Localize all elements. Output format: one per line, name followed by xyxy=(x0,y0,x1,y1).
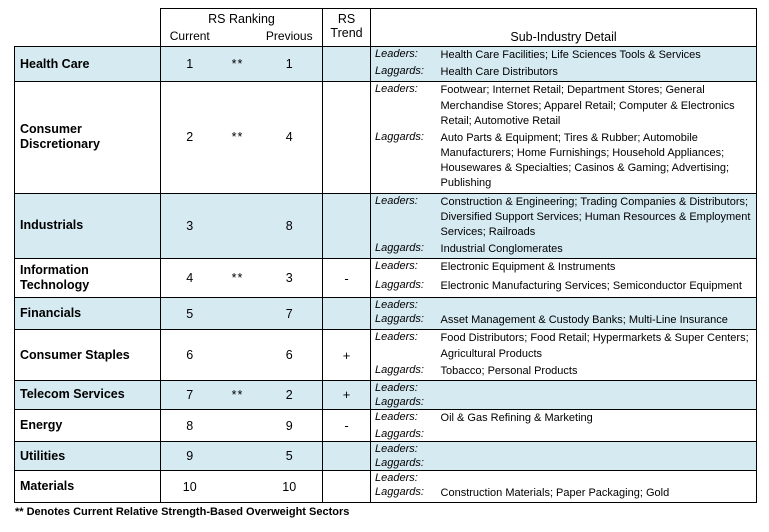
previous-rank: 1 xyxy=(257,47,323,82)
current-rank: 6 xyxy=(161,330,219,381)
header-rs-trend-line1: RS xyxy=(337,12,356,26)
overweight-marker: ** xyxy=(219,47,257,82)
table-row xyxy=(15,409,757,427)
sector-name: Energy xyxy=(15,409,161,441)
previous-rank: 4 xyxy=(257,82,323,193)
laggards-detail: Auto Parts & Equipment; Tires & Rubber; Automobile Manufacturers; Home Furnishings; Household Appliances; Housewares & Specialties; Casinos & Gaming; Advertising; Publishing xyxy=(439,130,757,193)
leaders-label: Leaders: xyxy=(371,409,439,427)
current-rank: 5 xyxy=(161,298,219,330)
table-row xyxy=(15,193,757,241)
leaders-detail: Construction & Engineering; Trading Companies & Distributors; Diversified Support Services; Human Resources & Employment Services; Railroads xyxy=(439,193,757,241)
current-rank: 4 xyxy=(161,259,219,298)
laggards-label: Laggards: xyxy=(371,395,439,410)
sector-name: Industrials xyxy=(15,193,161,259)
table-row xyxy=(15,471,757,486)
laggards-detail: Asset Management & Custody Banks; Multi-Line Insurance xyxy=(439,312,757,330)
leaders-label: Leaders: xyxy=(371,259,439,279)
leaders-label: Leaders: xyxy=(371,193,439,241)
rs-trend-value xyxy=(323,82,371,193)
leaders-label: Leaders: xyxy=(371,380,439,395)
leaders-label: Leaders: xyxy=(371,82,439,130)
current-rank: 8 xyxy=(161,409,219,441)
rs-trend-value xyxy=(323,47,371,82)
table-row xyxy=(15,380,757,395)
sector-name: Financials xyxy=(15,298,161,330)
rs-trend-value xyxy=(323,471,371,503)
leaders-label: Leaders: xyxy=(371,47,439,65)
table-row xyxy=(15,298,757,313)
sector-name: Utilities xyxy=(15,442,161,471)
header-rs-ranking: RS Ranking xyxy=(161,9,323,29)
rs-ranking-table xyxy=(14,8,757,503)
laggards-label: Laggards: xyxy=(371,456,439,471)
laggards-detail: Industrial Conglomerates xyxy=(439,241,757,259)
leaders-detail xyxy=(439,298,757,313)
header-row-group xyxy=(15,9,757,29)
sector-name: Information Technology xyxy=(15,259,161,298)
leaders-label: Leaders: xyxy=(371,442,439,457)
overweight-marker xyxy=(219,193,257,259)
overweight-marker xyxy=(219,298,257,330)
laggards-label: Laggards: xyxy=(371,427,439,442)
sector-name: Consumer Discretionary xyxy=(15,82,161,193)
rs-trend-value xyxy=(323,298,371,330)
current-rank: 9 xyxy=(161,442,219,471)
laggards-label: Laggards: xyxy=(371,485,439,503)
sector-name: Health Care xyxy=(15,47,161,82)
leaders-label: Leaders: xyxy=(371,298,439,313)
laggards-detail: Electronic Manufacturing Services; Semiconductor Equipment xyxy=(439,278,757,298)
overweight-marker: ** xyxy=(219,82,257,193)
table-row xyxy=(15,442,757,457)
previous-rank: 2 xyxy=(257,380,323,409)
laggards-detail xyxy=(439,395,757,410)
overweight-marker xyxy=(219,330,257,381)
leaders-detail: Health Care Facilities; Life Sciences Tools & Services xyxy=(439,47,757,65)
current-rank: 2 xyxy=(161,82,219,193)
laggards-label: Laggards: xyxy=(371,130,439,193)
current-rank: 10 xyxy=(161,471,219,503)
previous-rank: 7 xyxy=(257,298,323,330)
table-row xyxy=(15,82,757,130)
footnote: ** Denotes Current Relative Strength-Based Overweight Sectors xyxy=(15,506,350,519)
table-body xyxy=(15,47,757,503)
header-rs-trend xyxy=(323,9,371,47)
sector-name: Consumer Staples xyxy=(15,330,161,381)
laggards-label: Laggards: xyxy=(371,312,439,330)
leaders-detail xyxy=(439,442,757,457)
previous-rank: 8 xyxy=(257,193,323,259)
laggards-detail xyxy=(439,456,757,471)
previous-rank: 10 xyxy=(257,471,323,503)
overweight-marker: ** xyxy=(219,259,257,298)
laggards-detail: Construction Materials; Paper Packaging; Gold xyxy=(439,485,757,503)
header-sub-industry-detail: Sub-Industry Detail xyxy=(371,9,757,47)
header-previous: Previous xyxy=(257,28,323,47)
table-row xyxy=(15,259,757,279)
header-star-spacer xyxy=(219,28,257,47)
laggards-label: Laggards: xyxy=(371,278,439,298)
previous-rank: 9 xyxy=(257,409,323,441)
laggards-detail xyxy=(439,427,757,442)
header-rs-trend-line2: Trend xyxy=(330,26,363,41)
laggards-label: Laggards: xyxy=(371,64,439,82)
laggards-detail: Health Care Distributors xyxy=(439,64,757,82)
previous-rank: 3 xyxy=(257,259,323,298)
sector-name: Telecom Services xyxy=(15,380,161,409)
current-rank: 7 xyxy=(161,380,219,409)
overweight-marker xyxy=(219,471,257,503)
previous-rank: 6 xyxy=(257,330,323,381)
leaders-label: Leaders: xyxy=(371,330,439,363)
laggards-label: Laggards: xyxy=(371,363,439,381)
current-rank: 1 xyxy=(161,47,219,82)
previous-rank: 5 xyxy=(257,442,323,471)
leaders-detail xyxy=(439,380,757,395)
laggards-detail: Tobacco; Personal Products xyxy=(439,363,757,381)
header-current: Current xyxy=(161,28,219,47)
laggards-label: Laggards: xyxy=(371,241,439,259)
rs-trend-value xyxy=(323,442,371,471)
header-spacer xyxy=(15,9,161,29)
overweight-marker xyxy=(219,442,257,471)
sector-name: Materials xyxy=(15,471,161,503)
leaders-detail: Food Distributors; Food Retail; Hypermarkets & Super Centers; Agricultural Products xyxy=(439,330,757,363)
overweight-marker xyxy=(219,409,257,441)
leaders-detail: Electronic Equipment & Instruments xyxy=(439,259,757,279)
table-row xyxy=(15,47,757,65)
rs-trend-value: + xyxy=(323,380,371,409)
table-row xyxy=(15,330,757,363)
rs-trend-value: - xyxy=(323,259,371,298)
current-rank: 3 xyxy=(161,193,219,259)
leaders-detail xyxy=(439,471,757,486)
leaders-detail: Oil & Gas Refining & Marketing xyxy=(439,409,757,427)
table-header xyxy=(15,9,757,47)
leaders-detail: Footwear; Internet Retail; Department Stores; General Merchandise Stores; Apparel Retail; Computer & Electronics Retail; Automotive Retail xyxy=(439,82,757,130)
overweight-marker: ** xyxy=(219,380,257,409)
rs-trend-value xyxy=(323,193,371,259)
header-spacer-2 xyxy=(15,28,161,47)
rs-trend-value: + xyxy=(323,330,371,381)
leaders-label: Leaders: xyxy=(371,471,439,486)
rs-trend-value: - xyxy=(323,409,371,441)
